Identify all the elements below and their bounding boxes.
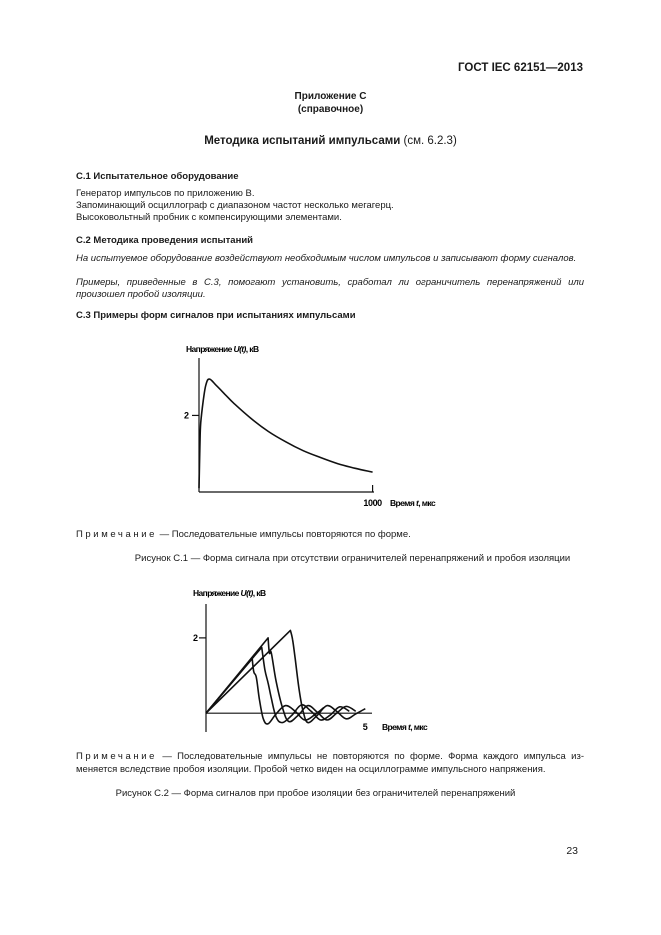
figure-1-series-impulse	[199, 379, 373, 488]
figure-2-xlabel: Время t, мкс	[382, 722, 428, 733]
figure-2-note	[76, 750, 584, 776]
c1-heading: С.1 Испытательное оборудование	[76, 171, 239, 182]
c2-paragraph-2: Примеры, приведенные в С.3, помогают установить, сработал ли ограничитель перенапряжений или произошел пробой изоляции.	[76, 277, 584, 300]
figure-1-note-label: Примечание	[76, 529, 157, 540]
c1-line-3: Высоковольтный пробник с компенсирующими элементами.	[76, 212, 342, 223]
figure-2-y-tick-label: 2	[193, 632, 199, 643]
c3-heading: С.3 Примеры форм сигналов при испытаниях импульсами	[76, 310, 356, 321]
figure-1-caption: Рисунок С.1 — Форма сигнала при отсутствии ограничителей перенапряжений и пробоя изоляции	[134, 553, 571, 564]
figure-2-caption: Рисунок С.2 — Форма сигналов при пробое изоляции без ограничителей перенапряжений	[115, 788, 516, 799]
appendix-subtitle: (справочное)	[297, 104, 364, 115]
figure-1-xlabel: Время t, мкс	[390, 498, 436, 508]
figure-1-x-tick-label: 1000	[363, 498, 382, 508]
c2-paragraph-1: На испытуемое оборудование воздействуют необходимым числом импульсов и записывают форму сигналов.	[76, 253, 577, 264]
figure-2-x-tick-label: 5	[362, 722, 368, 733]
figure-1-note-text: — Последовательные импульсы повторяются по форме.	[157, 529, 411, 540]
figure-2-ylabel: Напряжение U(t), кВ	[193, 588, 266, 598]
appendix-title: Приложение С	[294, 91, 367, 102]
standard-header: ГОСТ IEC 62151—2013	[458, 62, 583, 74]
c2-heading: С.2 Методика проведения испытаний	[76, 235, 253, 246]
c1-line-1: Генератор импульсов по приложению В.	[76, 188, 255, 199]
c1-line-2: Запоминающий осциллограф с диапазоном частот несколько мегагерц.	[76, 200, 394, 211]
page-number: 23	[566, 845, 578, 857]
figure-2-note-label: Примечание	[76, 751, 157, 762]
figure-1-y-tick-label: 2	[184, 410, 190, 421]
figure-2-note-text: — Последовательные импульсы не повторяются по форме. Форма каждого импульса из-меняется вследствие пробоя изоляции. Пробой четко виден на осциллограмме импульсного напряжения.	[76, 751, 584, 775]
method-ref: (см. 6.2.3)	[403, 135, 457, 147]
method-title-bold: Методика испытаний импульсами	[204, 135, 401, 147]
figure-1-note	[76, 528, 596, 541]
figure-1-ylabel: Напряжение U(t), кВ	[186, 344, 259, 354]
